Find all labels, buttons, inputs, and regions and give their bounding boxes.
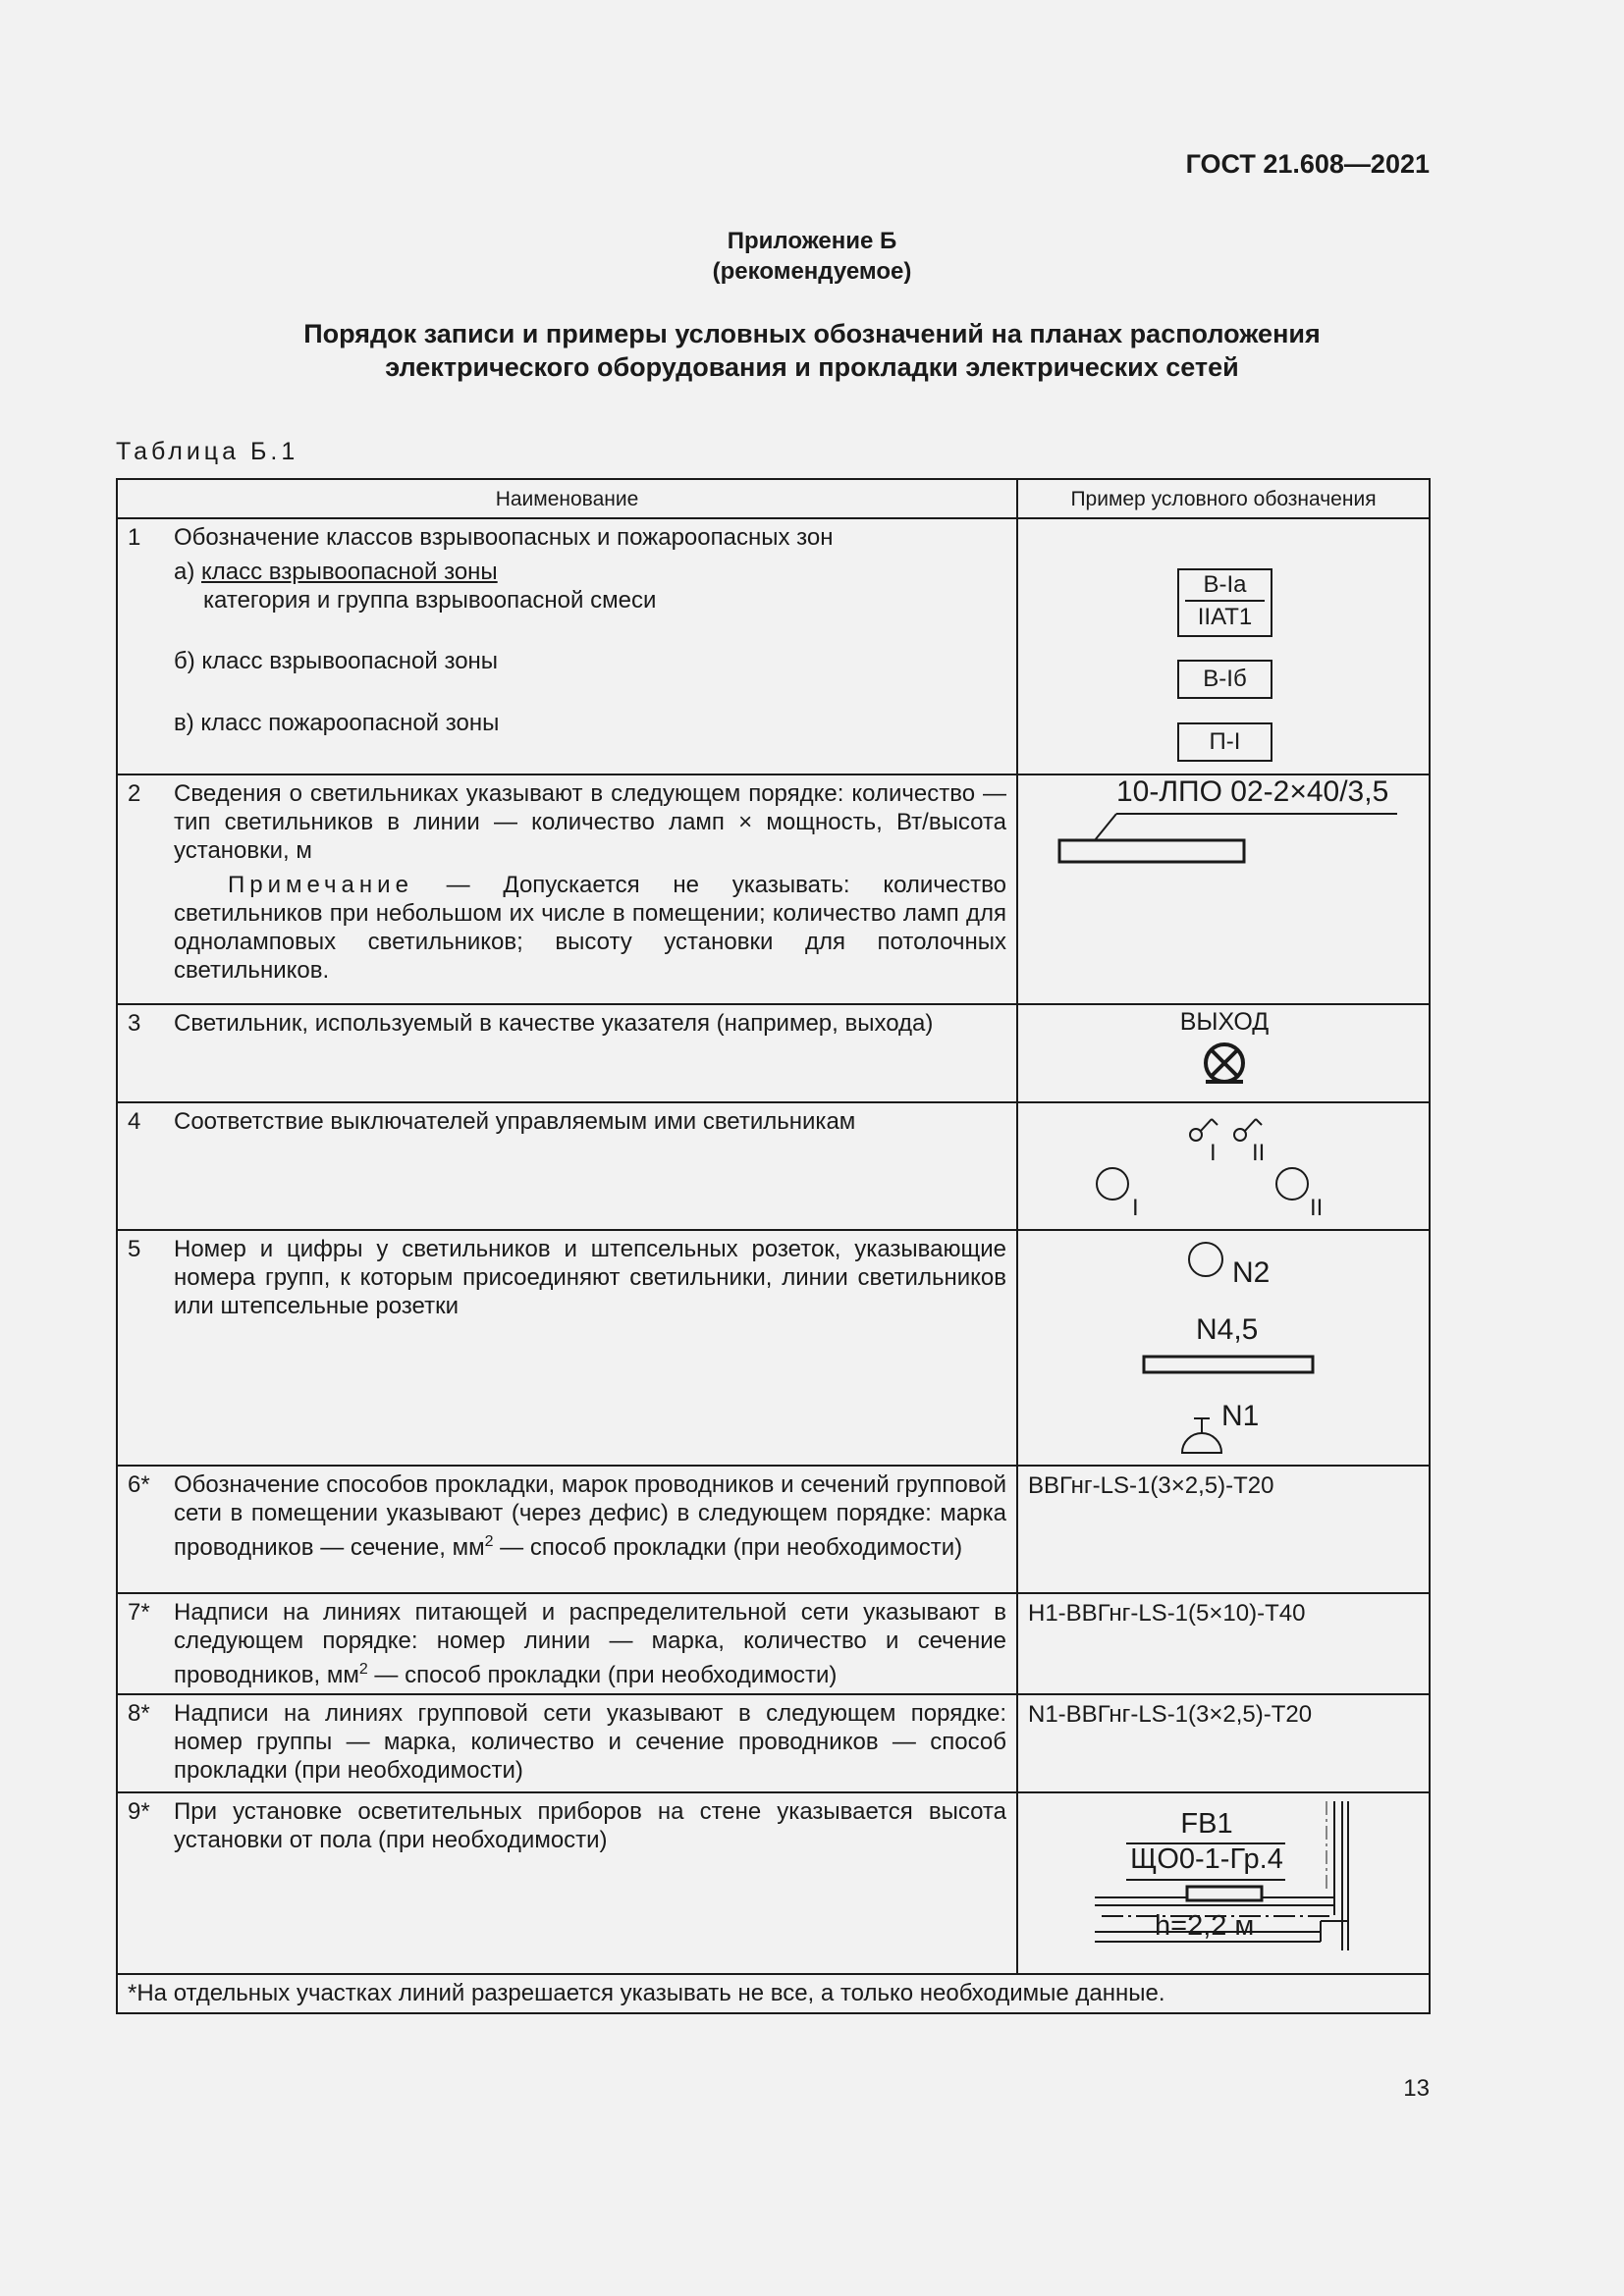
header-name: Наименование: [117, 479, 1017, 518]
row-text-part-1: Надписи на линиях питающей и распределительной сети указывают в следующем порядке: номер линии — марка, количество и сечение проводников, мм: [174, 1599, 1006, 1688]
row-code-example: Н1-ВВГнг-LS-1(5×10)-Т40: [1028, 1600, 1306, 1627]
table-row: [117, 1102, 1430, 1230]
table-row: [117, 1004, 1430, 1102]
luminaire-line-symbol: [1018, 775, 1431, 999]
item-a-label: а): [174, 559, 202, 585]
table-footnote: *На отдельных участках линий разрешается указывать не все, а только необходимые данные.: [128, 1980, 1165, 2006]
switch-luminaire-icon: [1018, 1103, 1431, 1225]
note-text: — Допускается не указывать: количество светильников при небольшом их числе в помещении; количество ламп для одноламповых светильников; высоту установки для потолочных светильников.: [174, 872, 1006, 984]
row-text-part-2: — способ прокладки (при необходимости): [493, 1534, 963, 1561]
table-row: [117, 518, 1430, 774]
mount-height-label: h=2,2 м: [1155, 1910, 1255, 1942]
row-text: Обозначение классов взрывоопасных и пожароопасных зон: [174, 524, 834, 551]
row-number: 8*: [128, 1700, 150, 1727]
zone-class-box-b: В-Iб: [1177, 660, 1272, 699]
panel-group-label: ЩО0-1-Гр.4: [1130, 1843, 1283, 1875]
zone-class-a-bottom: IIАТ1: [1197, 604, 1253, 630]
row-text: При установке осветительных приборов на стене указывается высота установки от пола (при необходимости): [174, 1798, 1006, 1853]
page-title-line-2: электрического оборудования и прокладки электрических сетей: [385, 352, 1239, 382]
label-n1: N1: [1221, 1400, 1260, 1432]
row-number: 2: [128, 780, 141, 807]
row-text: Сведения о светильниках указывают в следующем порядке: количество — тип светильников в линии — количество ламп × мощность, Вт/высота установки, м: [174, 780, 1006, 864]
row-number: 9*: [128, 1798, 150, 1825]
switch-label-ii: II: [1252, 1140, 1266, 1166]
row-text-superscript: 2: [484, 1533, 494, 1550]
row-text-superscript: 2: [358, 1661, 368, 1678]
label-n45: N4,5: [1196, 1313, 1259, 1346]
page-number: 13: [1403, 2075, 1430, 2102]
appendix-subtitle: (рекомендуемое): [712, 258, 912, 285]
zone-class-box-c: П-I: [1177, 722, 1272, 762]
item-a-sub: категория и группа взрывоопасной смеси: [203, 587, 657, 614]
designations-table: [116, 478, 1431, 2014]
row-text: Номер и цифры у светильников и штепсельных розеток, указывающие номера групп, к которым присоединяют светильники, линии светильников или штепсельные розетки: [174, 1236, 1006, 1319]
panel-fb1-label: FB1: [1180, 1808, 1233, 1840]
switch-label-i: I: [1210, 1140, 1217, 1166]
row-text: Надписи на линиях групповой сети указывают в следующем порядке: номер группы — марка, количество и сечение проводников — способ прокладки (при необходимости): [174, 1700, 1006, 1784]
row-number: 4: [128, 1108, 141, 1135]
item-b: б) класс взрывоопасной зоны: [174, 648, 499, 674]
table-row: [117, 1792, 1430, 1974]
item-c: в) класс пожароопасной зоны: [174, 710, 500, 736]
label-n2: N2: [1232, 1256, 1271, 1289]
wall-mount-symbol: [1018, 1793, 1431, 1969]
row-number: 5: [128, 1236, 141, 1262]
row-text-part-1: Обозначение способов прокладки, марок проводников и сечений групповой сети в помещении указывают (через дефис) в следующем порядке: марка проводников — сечение, мм: [174, 1471, 1006, 1561]
table-row: [117, 1230, 1430, 1466]
luminaire-label-i: I: [1132, 1195, 1139, 1221]
row-number: 7*: [128, 1599, 150, 1626]
appendix-title: Приложение Б: [727, 228, 897, 254]
item-a-link: класс взрывоопасной зоны: [201, 559, 498, 585]
row-text-part-2: — способ прокладки (при необходимости): [367, 1662, 838, 1688]
luminaire-label-ii: II: [1310, 1195, 1324, 1221]
note-label: Примечание: [228, 872, 413, 898]
row-number: 3: [128, 1010, 141, 1037]
row-text: Светильник, используемый в качестве указателя (например, выхода): [174, 1010, 934, 1037]
table-row: [117, 1593, 1430, 1694]
row-number: 6*: [128, 1471, 150, 1498]
table-row: [117, 774, 1430, 1004]
table-caption: Таблица Б.1: [116, 438, 299, 465]
luminaire-label: 10-ЛПО 02-2×40/3,5: [1116, 775, 1389, 808]
exit-luminaire-icon: [1018, 1005, 1431, 1097]
row-code-example: N1-ВВГнг-LS-1(3×2,5)-Т20: [1028, 1701, 1313, 1728]
document-id: ГОСТ 21.608—2021: [1185, 149, 1430, 179]
table-row: [117, 1466, 1430, 1593]
row-number: 1: [128, 524, 141, 551]
page-title-line-1: Порядок записи и примеры условных обозначений на планах расположения: [303, 319, 1321, 348]
zone-class-box-a: [1177, 568, 1272, 637]
table-row: [117, 1694, 1430, 1792]
exit-label: ВЫХОД: [1179, 1008, 1270, 1036]
row-text: Соответствие выключателей управляемым ими светильникам: [174, 1108, 856, 1135]
header-example: Пример условного обозначения: [1017, 479, 1430, 518]
table-header-row: [117, 479, 1430, 518]
row-code-example: ВВГнг-LS-1(3×2,5)-T20: [1028, 1472, 1274, 1499]
footnote-row: [117, 1974, 1430, 2013]
zone-class-a-top: В-Iа: [1185, 570, 1265, 602]
